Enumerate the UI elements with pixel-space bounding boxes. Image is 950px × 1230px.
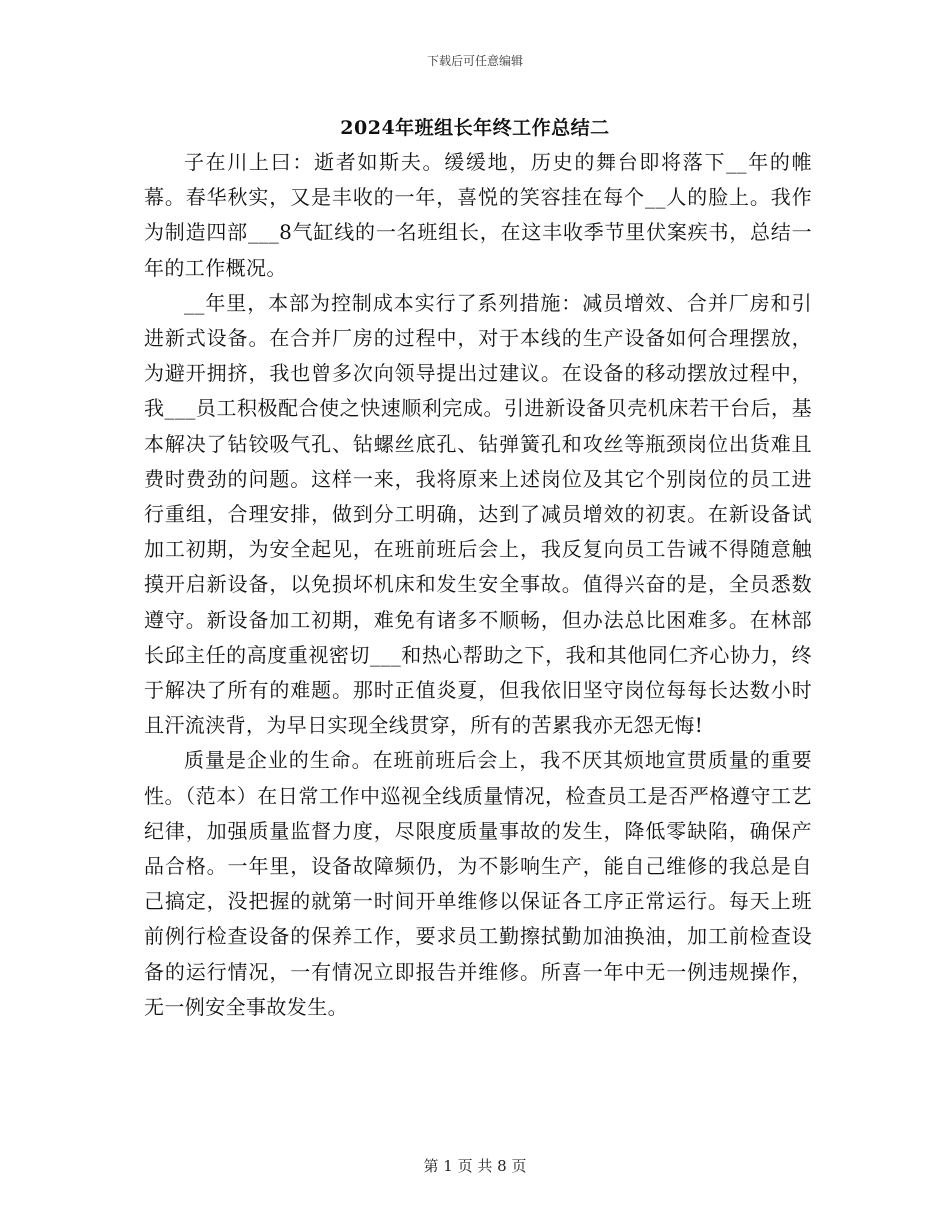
document-body: [144, 145, 812, 1025]
paragraph-quality: 质量是企业的生命。在班前班后会上，我不厌其烦地宣贯质量的重要性。（范本）在日常工作中巡视全线质量情况，检查员工是否严格遵守工艺纪律，加强质量监督力度，尽限度质量事故的发生，降低零缺陷，确保产品合格。一年里，设备故障频仍，为不影响生产，能自己维修的我总是自己搞定，没把握的就第一时间开单维修以保证各工序正常运行。每天上班前例行检查设备的保养工作，要求员工勤擦拭勤加油换油，加工前检查设备的运行情况，一有情况立即报告并维修。所喜一年中无一例违规操作，无一例安全事故发生。: [144, 748, 812, 1019]
page-number-footer: 第 1 页 共 8 页: [423, 1157, 527, 1175]
document-title: 2024年班组长年终工作总结二: [340, 117, 610, 139]
paragraph-intro: 子在川上曰：逝者如斯夫。缓缓地，历史的舞台即将落下__年的帷幕。春华秋实，又是丰收的一年，喜悦的笑容挂在每个__人的脸上。我作为制造四部___8气缸线的一名班组长，在这丰收季节里伏案疾书，总结一年的工作概况。: [144, 150, 812, 280]
paragraph-cost-control: __年里，本部为控制成本实行了系列措施：减员增效、合并厂房和引进新式设备。在合并厂房的过程中，对于本线的生产设备如何合理摆放，为避开拥挤，我也曾多次向领导提出过建议。在设备的移动摆放过程中，我___员工积极配合使之快速顺利完成。引进新设备贝壳机床若干台后，基本解决了钻铰吸气孔、钻螺丝底孔、钻弹簧孔和攻丝等瓶颈岗位出货难且费时费劲的问题。这样一来，我将原来上述岗位及其它个别岗位的员工进行重组，合理安排，做到分工明确，达到了减员增效的初衷。在新设备试加工初期，为安全起见，在班前班后会上，我反复向员工告诫不得随意触摸开启新设备，以免损坏机床和发生安全事故。值得兴奋的是，全员悉数遵守。新设备加工初期，难免有诸多不顺畅，但办法总比困难多。在林部长邱主任的高度重视密切___和热心帮助之下，我和其他同仁齐心协力，终于解决了所有的难题。那时正值炎夏，但我依旧坚守岗位每每长达数小时且汗流浃背，为早日实现全线贯穿，所有的苦累我亦无怨无悔!: [144, 290, 812, 738]
page-header-note: 下载后可任意编辑: [426, 54, 523, 68]
